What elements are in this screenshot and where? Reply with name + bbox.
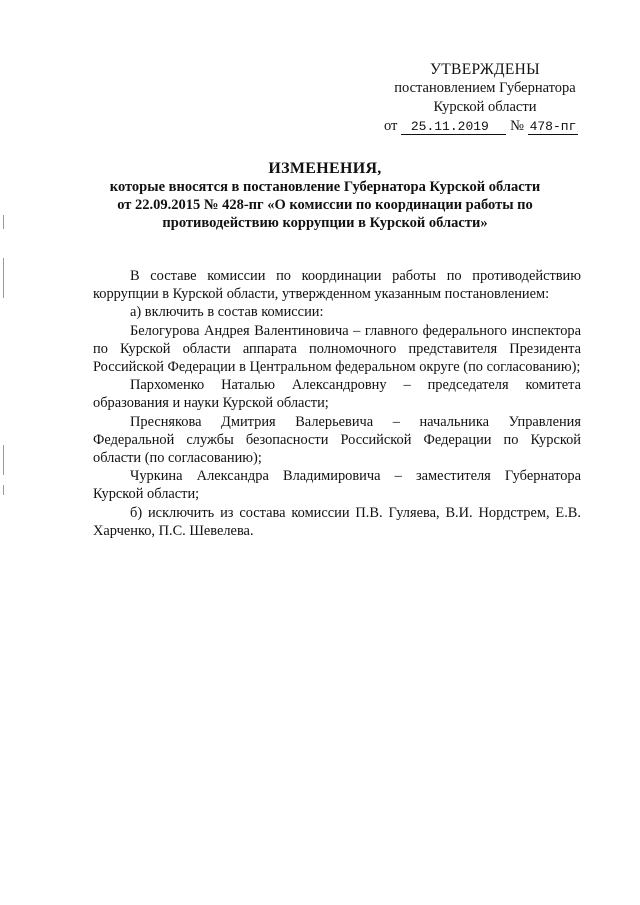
- paragraph-member: Белогурова Андрея Валентиновича – главного федерального инспектора по Курской области аппарата полномочного представителя Президента Российской Федерации в Центральном федеральном округе (по согласованию);: [93, 322, 581, 376]
- scan-margin-mark: [3, 445, 4, 475]
- approval-stamp: [380, 60, 590, 136]
- number-label: №: [510, 118, 524, 134]
- approval-line-1: постановлением Губернатора: [394, 80, 576, 96]
- title-heading: ИЗМЕНЕНИЯ,: [268, 160, 382, 177]
- paragraph-exclude: б) исключить из состава комиссии П.В. Гуляева, В.И. Нордстрем, Е.В. Харченко, П.С. Шевелева.: [93, 504, 581, 539]
- approval-line-2: Курской области: [433, 99, 537, 115]
- paragraph-member: Чуркина Александра Владимировича – заместителя Губернатора Курской области;: [93, 468, 581, 503]
- scan-margin-mark: [3, 485, 4, 495]
- approval-title: УТВЕРЖДЕНЫ: [430, 61, 540, 78]
- approval-date: 25.11.2019: [401, 119, 506, 135]
- title-subtitle-line-3: противодействию коррупции в Курской области»: [162, 215, 488, 231]
- document-body: [93, 267, 581, 540]
- title-subtitle-line-2: от 22.09.2015 № 428-пг «О комиссии по координации работы по: [117, 197, 533, 213]
- approval-number: 478-пг: [529, 119, 577, 134]
- paragraph-include: а) включить в состав комиссии:: [130, 304, 324, 321]
- scan-margin-mark: [3, 258, 4, 298]
- paragraph-intro: В составе комиссии по координации работы по противодействию коррупции в Курской области, утвержденном указанным постановлением:: [93, 268, 581, 303]
- title-subtitle-line-1: которые вносятся в постановление Губернатора Курской области: [109, 179, 541, 195]
- approval-date-line: [380, 117, 590, 136]
- scan-margin-mark: [3, 215, 4, 229]
- from-label: от: [384, 118, 398, 134]
- paragraph-member: Пархоменко Наталью Александровну – председателя комитета образования и науки Курской области;: [93, 377, 581, 412]
- document-title: [70, 160, 580, 232]
- paragraph-member: Преснякова Дмитрия Валерьевича – начальника Управления Федеральной службы безопасности Российской Федерации по Курской области (по согласованию);: [93, 413, 581, 467]
